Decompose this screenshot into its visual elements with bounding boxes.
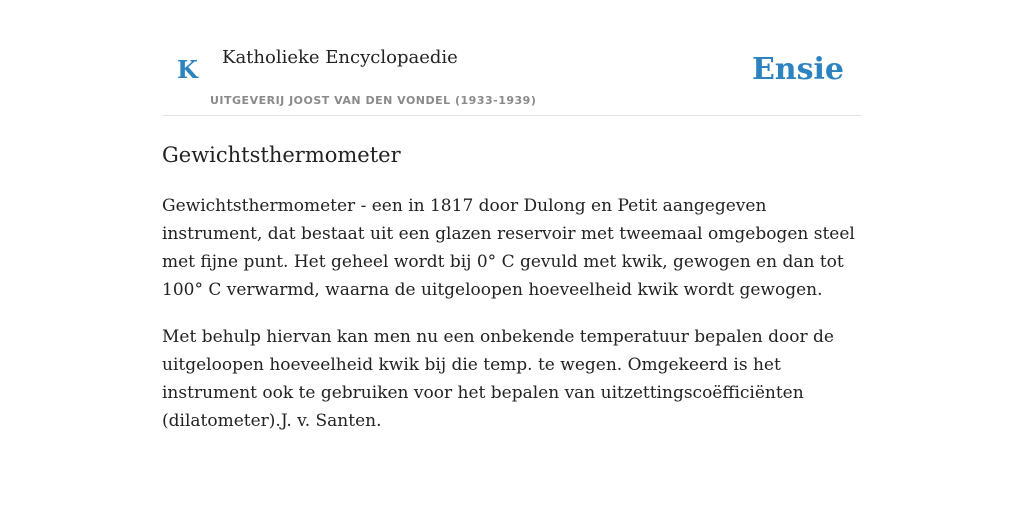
source-title[interactable]: Katholieke Encyclopaedie bbox=[222, 47, 458, 68]
article-paragraph: Gewichtsthermometer - een in 1817 door Dulong en Petit aangegeven instrument, dat bestaat uit een glazen reservoir met tweemaal omgebogen steel met fijne punt. Het geheel wordt bij 0° C gevuld met kwik, gewogen en dan tot 100° C verwarmd, waarna de uitgeloopen hoeveelheid kwik wordt gewogen. bbox=[162, 196, 855, 300]
header bbox=[162, 0, 862, 116]
brand-logo[interactable]: Ensie bbox=[751, 52, 844, 87]
article-title: Gewichtsthermometer bbox=[162, 143, 401, 167]
article-body bbox=[162, 192, 862, 435]
source-subtitle: UITGEVERIJ JOOST VAN DEN VONDEL (1933-1939) bbox=[210, 94, 537, 107]
source-logo[interactable]: K bbox=[177, 55, 198, 84]
article-paragraph: Met behulp hiervan kan men nu een onbekende temperatuur bepalen door de uitgeloopen hoeveelheid kwik bij die temp. te wegen. Omgekeerd is het instrument ook te gebruiken voor het bepalen van uitzettingscoëfficiënten (dilatometer).J. v. Santen. bbox=[162, 327, 834, 431]
page bbox=[162, 0, 862, 435]
